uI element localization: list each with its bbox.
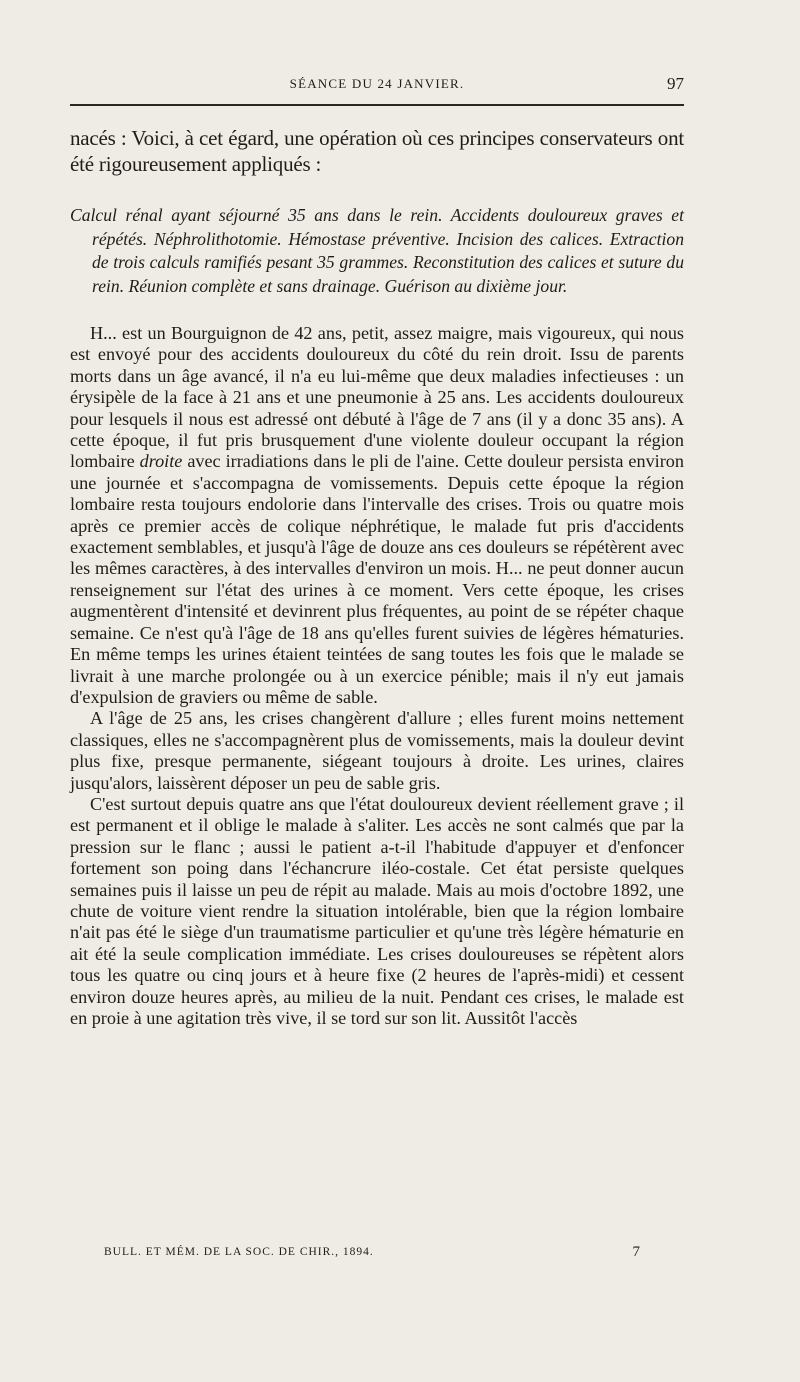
- running-header-title: SÉANCE DU 24 JANVIER.: [289, 76, 465, 91]
- case-title: Calcul rénal ayant séjourné 35 ans dans le rein. Accidents douloureux graves et répétés. Néphrolithotomie. Hémostase préventive. Incision des calices. Extraction de trois calculs ramifiés pesant 35 grammes. Reconstitution des calices et suture du rein. Réunion complète et sans drainage. Guérison au dixième jour.: [70, 205, 684, 296]
- paragraph-1-text-a: H... est un Bourguignon de 42 ans, petit, assez maigre, mais vigoureux, qui nous est envoyé pour des accidents douloureux du côté du rein droit. Issu de parents morts dans un âge avancé, il n'a eu lui-même que deux maladies infectieuses : un érysipèle de la face à 21 ans et une pneumonie à 25 ans. Les accidents douloureux pour lesquels il nous est adressé ont débuté à l'âge de 7 ans (il y a donc 35 ans). A cette époque, il fut pris brusquement d'une violente douleur occupant la région lombaire: [70, 323, 684, 472]
- page-number: 97: [667, 74, 684, 93]
- running-header: [70, 74, 684, 98]
- paragraph-1: [70, 323, 684, 708]
- paragraph-1-text-b: avec irradiations dans le pli de l'aine. Cette douleur persista environ une journée et s'accompagna de vomissements. Depuis cette époque la région lombaire resta toujours endolorie dans l'intervalle des crises. Trois ou quatre mois après ce premier accès de colique néphrétique, le malade fut pris d'accidents exactement semblables, et jusqu'à l'âge de douze ans ces douleurs se répétèrent avec les mêmes caractères, à des intervalles d'environ un mois. H... ne peut donner aucun renseignement sur l'état des urines à ce moment. Vers cette époque, les crises augmentèrent d'intensité et devinrent plus fréquentes, au point de se répéter chaque semaine. Ce n'est qu'à l'âge de 18 ans qu'elles furent suivies de légères hématuries. En même temps les urines étaient teintées de sang toutes les fois que le malade se livrait à une marche prolongée ou à un exercice pénible; mais il n'y eut jamais d'expulsion de graviers ou même de sable.: [70, 451, 684, 707]
- header-rule: [70, 104, 684, 106]
- body-text: [70, 125, 684, 1029]
- signature-mark: 7: [632, 1244, 640, 1260]
- page-footer: [104, 1244, 640, 1264]
- paragraph-2: A l'âge de 25 ans, les crises changèrent d'allure ; elles furent moins nettement classiques, elles ne s'accompagnèrent plus de vomissements, mais la douleur devint plus fixe, presque permanente, siégeant toujours à droite. Les urines, claires jusqu'alors, laissèrent déposer un peu de sable gris.: [70, 708, 684, 793]
- journal-reference: BULL. ET MÉM. DE LA SOC. DE CHIR., 1894.: [104, 1246, 374, 1258]
- paragraph-1-emphasis: droite: [139, 451, 183, 472]
- paragraph-3: C'est surtout depuis quatre ans que l'état douloureux devient réellement grave ; il est permanent et il oblige le malade à s'aliter. Les accès ne sont calmés que par la pression sur le flanc ; aussi le patient a-t-il l'habitude d'appuyer et d'enfoncer fortement son poing dans l'échancrure iléo-costale. Cet état persiste quelques semaines puis il laisse un peu de répit au malade. Mais au mois d'octobre 1892, une chute de voiture vient rendre la situation intolérable, bien que la région lombaire n'ait pas été le siège d'un traumatisme particulier et qu'une très légère hématurie en ait été la seule complication immédiate. Les crises douloureuses se répètent alors tous les quatre ou cinq jours et à heure fixe (2 heures de l'après-midi) et cessent environ douze heures après, au milieu de la nuit. Pendant ces crises, le malade est en proie à une agitation très vive, il se tord sur son lit. Aussitôt l'accès: [70, 793, 684, 1028]
- lead-paragraph: nacés : Voici, à cet égard, une opération où ces principes conservateurs ont été rigoureusement appliqués :: [70, 126, 684, 176]
